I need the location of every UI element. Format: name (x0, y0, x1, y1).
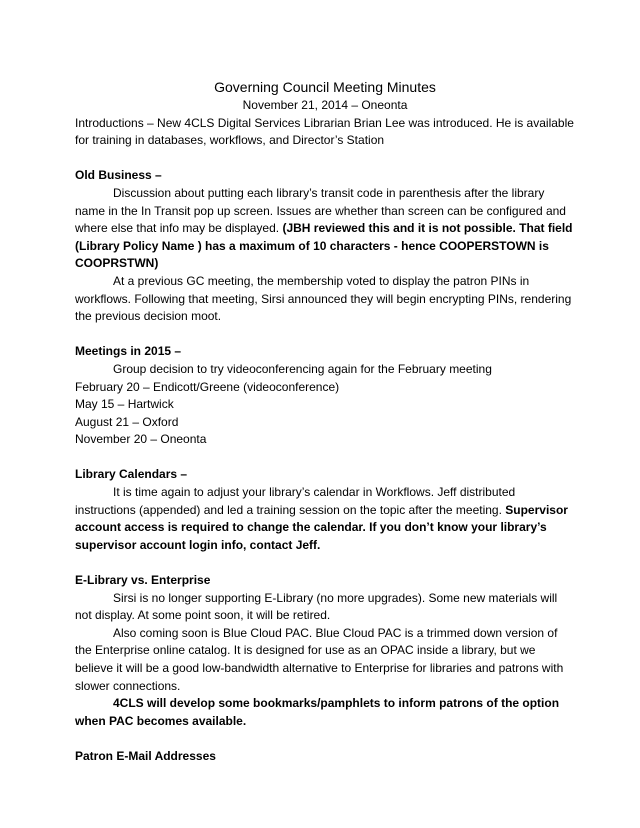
meetings-intro: Group decision to try videoconferencing again for the February meeting (113, 361, 492, 376)
old-business-p1-text: Discussion about putting each library’s transit code in parenthesis after the library name in the In Transit pop up screen. Issues are whether than screen can be configured and where else that info may be displayed. (75, 185, 566, 236)
spacer (75, 449, 575, 467)
calendars-paragraph (75, 484, 575, 554)
introductions-paragraph: Introductions – New 4CLS Digital Services Librarian Brian Lee was introduced. He is available for training in databases, workflows, and Director’s Station (75, 115, 574, 148)
elibrary-paragraph-2: Also coming soon is Blue Cloud PAC. Blue Cloud PAC is a trimmed down version of the Enterprise online catalog. It is designed for use as an OPAC inside a library, but we believe it will be a good low-bandwidth alternative to Enterprise for libraries and patrons with slower connections. (75, 625, 564, 693)
spacer (75, 326, 575, 344)
calendars-bold: Supervisor account access is required to change the calendar. If you don’t know your library’s supervisor account login info, contact Jeff. (75, 502, 568, 552)
elibrary-paragraph-1: Sirsi is no longer supporting E-Library (no more upgrades). Some new materials will not display. At some point soon, it will be retired. (75, 590, 558, 623)
old-business-paragraph-2: At a previous GC meeting, the membership voted to display the patron PINs in workflows. Following that meeting, Sirsi announced they will begin encrypting PINs, rendering the previous decision moot. (75, 273, 572, 324)
calendars-heading: Library Calendars – (75, 467, 188, 482)
elibrary-heading: E-Library vs. Enterprise (75, 573, 211, 588)
patron-email-heading: Patron E-Mail Addresses (75, 748, 216, 763)
old-business-paragraph-1 (75, 185, 575, 273)
elibrary-paragraph-3: 4CLS will develop some bookmarks/pamphlets to inform patrons of the option when PAC becomes available. (75, 696, 560, 728)
meetings-heading: Meetings in 2015 – (75, 344, 182, 359)
document-title: Governing Council Meeting Minutes (214, 79, 436, 95)
spacer (75, 150, 575, 168)
document-body (75, 77, 575, 766)
meeting-item: August 21 – Oxford (75, 414, 179, 429)
meeting-item: May 15 – Hartwick (75, 397, 174, 412)
old-business-heading: Old Business – (75, 168, 162, 183)
spacer (75, 554, 575, 572)
spacer (75, 730, 575, 748)
meeting-item: February 20 – Endicott/Greene (videoconference) (75, 379, 340, 394)
meeting-item: November 20 – Oneonta (75, 432, 207, 447)
old-business-p1-bold: (JBH reviewed this and it is not possible. That field (Library Policy Name ) has a maximum of 10 characters - hence COOPERSTOWN is COOPRSTWN) (75, 221, 573, 271)
calendars-text: It is time again to adjust your library’s calendar in Workflows. Jeff distributed instructions (appended) and led a training session on the topic after the meeting. (75, 485, 516, 517)
meeting-date-location: November 21, 2014 – Oneonta (242, 98, 408, 112)
